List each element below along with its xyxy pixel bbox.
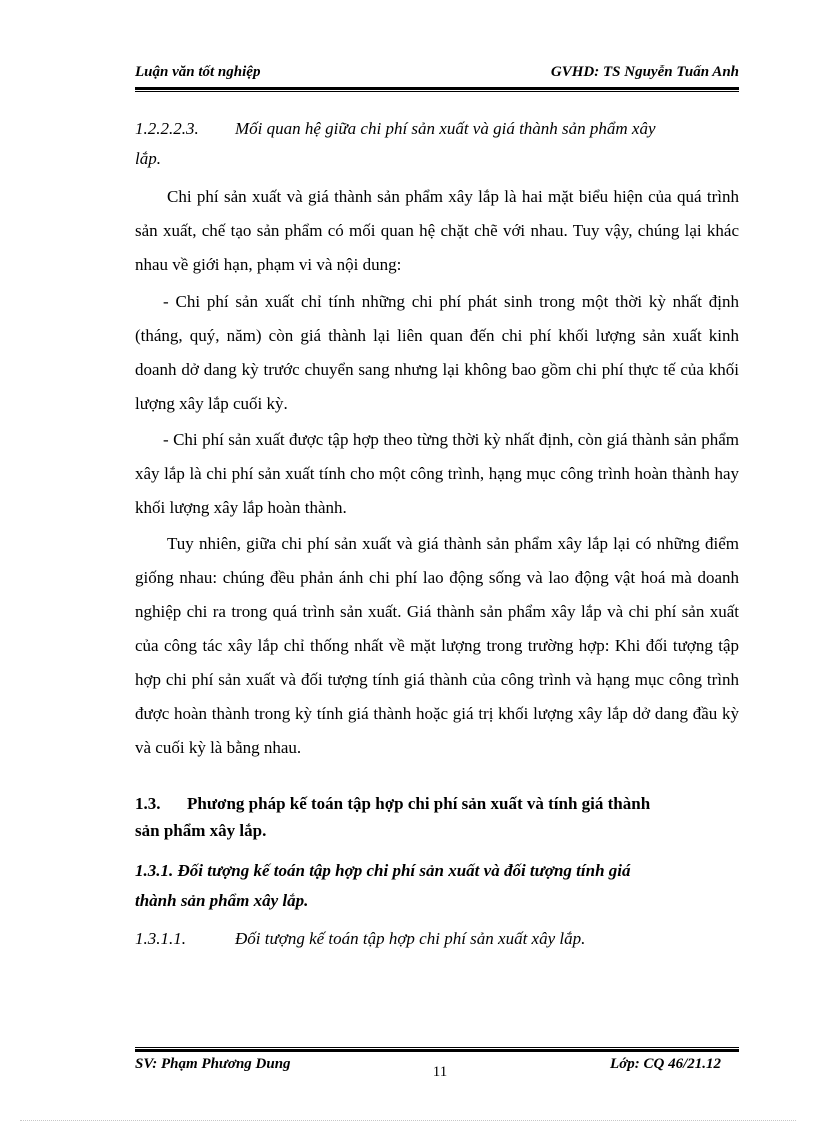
section-number: 1.3. <box>135 794 161 813</box>
page-header <box>135 64 739 86</box>
section-1-3-1-heading <box>135 856 739 916</box>
section-title-line2: thành sản phẩm xây lắp. <box>135 891 309 910</box>
paragraph-3: - Chi phí sản xuất được tập hợp theo từng thời kỳ nhất định, còn giá thành sản phẩm xây lắp là chi phí sản xuất tính cho một công trình, hạng mục công trình hoàn thành hay khối lượng xây lắp hoàn thành. <box>135 430 739 517</box>
section-1-3-1-1-heading <box>135 924 739 954</box>
header-thesis-label: Luận văn tốt nghiệp <box>135 64 261 80</box>
section-title-line2: sản phẩm xây lắp. <box>135 821 267 840</box>
section-title-line2: lắp. <box>135 149 161 168</box>
paragraph-2: - Chi phí sản xuất chỉ tính những chi phí phát sinh trong một thời kỳ nhất định (tháng, quý, năm) còn giá thành lại liên quan đến chi phí khối lượng sản xuất kinh doanh dở dang kỳ trước chuyển sang nhưng lại không bao gồm chi phí thực tế của khối lượng xây lắp cuối kỳ. <box>135 292 739 413</box>
paragraph-4: Tuy nhiên, giữa chi phí sản xuất và giá thành sản phẩm xây lắp lại có những điểm giống nhau: chúng đều phản ánh chi phí lao động sống và lao động vật hoá mà doanh nghiệp chi ra trong quá trình sản xuất. Giá thành sản phẩm xây lắp và chi phí sản xuất của công tác xây lắp chỉ thống nhất về mặt lượng trong trường hợp: Khi đối tượng tập hợp chi phí sản xuất và đối tượng tính giá thành của công trình và hạng mục công trình được hoàn thành trong kỳ tính giá thành hoặc giá trị khối lượng xây lắp dở dang đầu kỳ và cuối kỳ là bằng nhau. <box>135 534 739 757</box>
header-supervisor: GVHD: TS Nguyễn Tuấn Anh <box>550 64 739 80</box>
page-bottom-dotted-line <box>20 1120 796 1121</box>
section-title-line1: Đối tượng kế toán tập hợp chi phí sản xuất và đối tượng tính giá <box>177 861 631 880</box>
section-title-line1: Phương pháp kế toán tập hợp chi phí sản xuất và tính giá thành <box>187 794 651 813</box>
footer-class: Lớp: CQ 46/21.12 <box>610 1056 721 1072</box>
section-number: 1.3.1.1. <box>135 929 186 948</box>
section-number: 1.2.2.2.3. <box>135 119 199 138</box>
footer-rule <box>135 1047 739 1052</box>
footer-student: SV: Phạm Phương Dung <box>135 1056 291 1072</box>
section-number: 1.3.1. <box>135 861 174 880</box>
section-1-2-2-2-3-heading <box>135 114 739 174</box>
section-title-line1: Mối quan hệ giữa chi phí sản xuất và giá thành sản phẩm xây <box>235 119 656 138</box>
page-number: 11 <box>432 1064 448 1080</box>
header-rule <box>135 87 739 92</box>
section-1-3-heading <box>135 790 739 844</box>
section-title: Đối tượng kế toán tập hợp chi phí sản xuất xây lắp. <box>235 929 586 948</box>
paragraph-1: Chi phí sản xuất và giá thành sản phẩm xây lắp là hai mặt biểu hiện của quá trình sản xuất, chế tạo sản phẩm có mối quan hệ chặt chẽ với nhau. Tuy vậy, chúng lại khác nhau về giới hạn, phạm vi và nội dung: <box>135 187 739 274</box>
